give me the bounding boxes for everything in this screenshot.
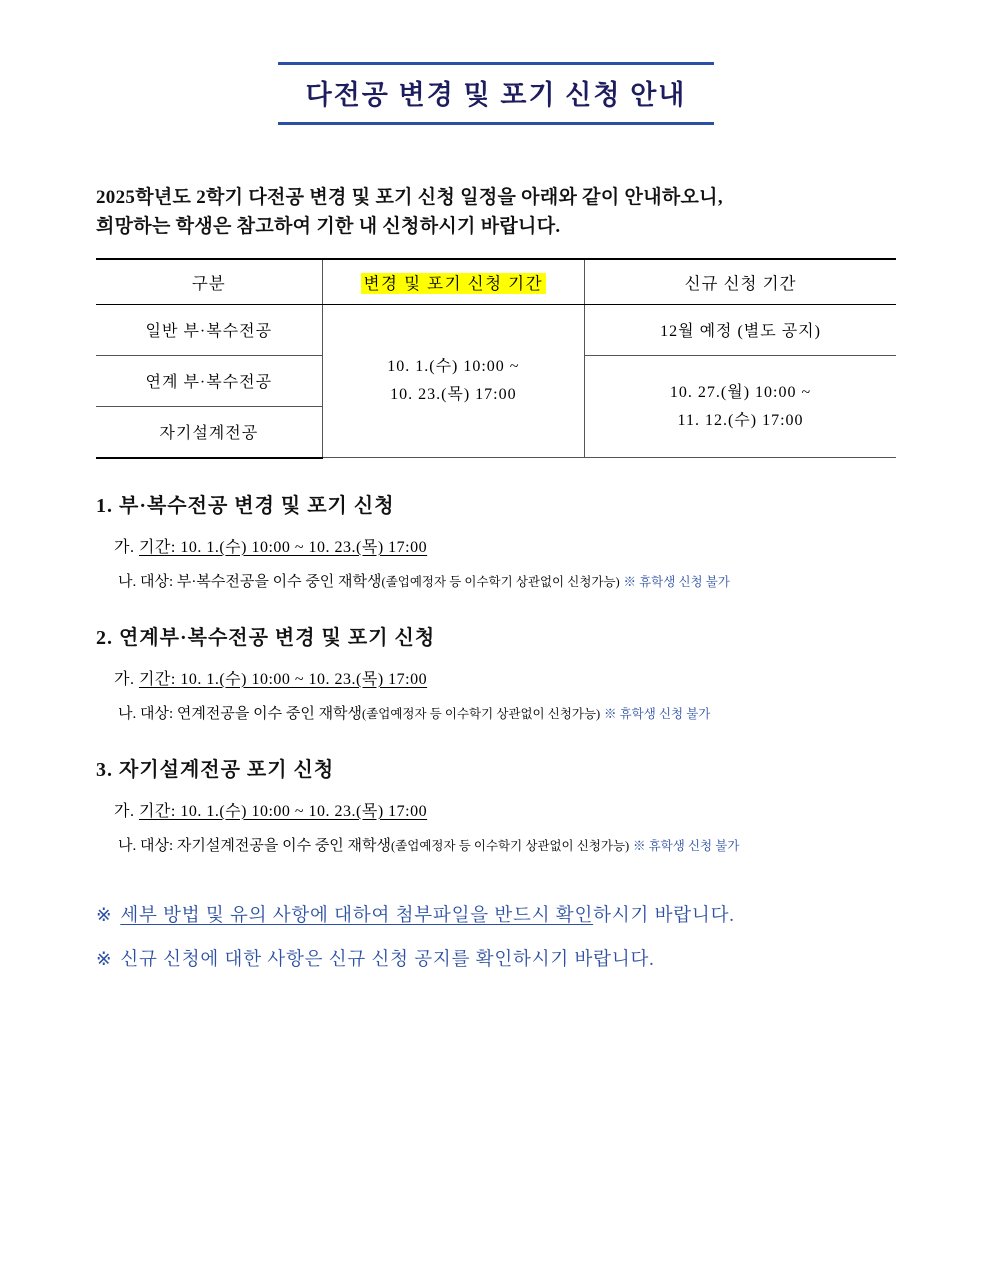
cell-new-period-2 <box>585 355 896 458</box>
title-container <box>96 62 896 125</box>
section-3-item-b-main: 자기설계전공을 이수 중인 재학생 <box>176 837 392 854</box>
section-2-item-a-label: 가. <box>114 670 135 688</box>
section-3-item-b-sub: (졸업예정자 등 이수학기 상관없이 신청가능) <box>391 838 630 853</box>
section-1-item-b-main: 부·복수전공을 이수 중인 재학생 <box>176 573 382 590</box>
intro-paragraph <box>96 183 896 242</box>
footnotes <box>96 901 896 971</box>
section-1-item-a-label: 가. <box>114 538 135 556</box>
section-2-item-b-note: ※ 휴학생 신청 불가 <box>603 706 711 721</box>
cell-category-2: 연계 부·복수전공 <box>96 355 322 406</box>
intro-line-1: 2025학년도 2학기 다전공 변경 및 포기 신청 일정을 아래와 같이 안내하오니, <box>96 187 723 208</box>
new-period-line-1: 10. 27.(월) 10:00 ~ <box>669 383 812 401</box>
section-1-item-b-text: 대상: <box>140 573 174 590</box>
table-row <box>96 304 896 355</box>
section-3-item-a <box>114 798 896 821</box>
cell-category-3: 자기설계전공 <box>96 406 322 458</box>
footnote-1-mark: ※ <box>96 905 113 926</box>
section-1-item-b <box>118 570 896 591</box>
cell-category-1: 일반 부·복수전공 <box>96 304 322 355</box>
new-period-line-2: 11. 12.(수) 17:00 <box>677 411 804 429</box>
section-1-item-a <box>114 534 896 557</box>
section-2-item-b-sub: (졸업예정자 등 이수학기 상관없이 신청가능) <box>362 706 601 721</box>
schedule-table <box>96 258 896 459</box>
section-3-item-b <box>118 834 896 855</box>
section-1-item-a-text: 기간: 10. 1.(수) 10:00 ~ 10. 23.(목) 17:00 <box>138 538 428 556</box>
section-1-heading: 1. 부·복수전공 변경 및 포기 신청 <box>96 494 395 517</box>
footnote-2-rest: 신규 신청에 대한 사항은 신규 신청 공지를 확인하시기 바랍니다. <box>120 949 655 970</box>
document-page <box>0 62 992 1267</box>
section-2-item-a <box>114 666 896 689</box>
section-2-item-b-main: 연계전공을 이수 중인 재학생 <box>176 705 363 722</box>
section-1-item-b-note: ※ 휴학생 신청 불가 <box>623 574 730 589</box>
section-3-heading: 3. 자기설계전공 포기 신청 <box>96 758 335 781</box>
section-3 <box>96 753 896 855</box>
section-2-item-b <box>118 702 896 723</box>
section-2-heading: 2. 연계부·복수전공 변경 및 포기 신청 <box>96 626 436 649</box>
section-3-item-b-label: 나. <box>118 837 137 854</box>
footnote-1-underlined: 세부 방법 및 유의 사항에 대하여 첨부파일을 반드시 확인 <box>120 905 594 926</box>
section-1-item-b-sub: (졸업예정자 등 이수학기 상관없이 신청가능) <box>381 574 620 589</box>
change-period-line-2: 10. 23.(목) 17:00 <box>390 386 517 404</box>
header-change-period-highlight: 변경 및 포기 신청 기간 <box>361 273 546 294</box>
section-1-item-b-label: 나. <box>118 573 137 590</box>
footnote-1-rest: 하시기 바랍니다. <box>593 905 735 926</box>
title-box <box>278 62 715 125</box>
header-change-period <box>322 259 584 305</box>
footnote-1 <box>96 901 896 927</box>
cell-new-period-1: 12월 예정 (별도 공지) <box>585 304 896 355</box>
section-2-item-b-label: 나. <box>118 705 137 722</box>
section-3-item-b-text: 대상: <box>140 837 174 854</box>
intro-line-2: 희망하는 학생은 참고하여 기한 내 신청하시기 바랍니다. <box>96 216 561 238</box>
footnote-2-mark: ※ <box>96 949 113 970</box>
section-3-item-a-text: 기간: 10. 1.(수) 10:00 ~ 10. 23.(목) 17:00 <box>138 802 428 820</box>
change-period-line-1: 10. 1.(수) 10:00 ~ <box>387 358 520 376</box>
section-1 <box>96 489 896 591</box>
header-category: 구분 <box>96 259 322 305</box>
page-title: 다전공 변경 및 포기 신청 안내 <box>305 80 687 110</box>
section-2-item-b-text: 대상: <box>140 705 174 722</box>
table-header-row <box>96 259 896 305</box>
footnote-2 <box>96 945 896 971</box>
cell-change-period <box>322 304 584 458</box>
section-2 <box>96 621 896 723</box>
section-3-item-a-label: 가. <box>114 802 135 820</box>
header-new-period: 신규 신청 기간 <box>585 259 896 305</box>
section-2-item-a-text: 기간: 10. 1.(수) 10:00 ~ 10. 23.(목) 17:00 <box>138 670 428 688</box>
section-3-item-b-note: ※ 휴학생 신청 불가 <box>632 838 740 853</box>
